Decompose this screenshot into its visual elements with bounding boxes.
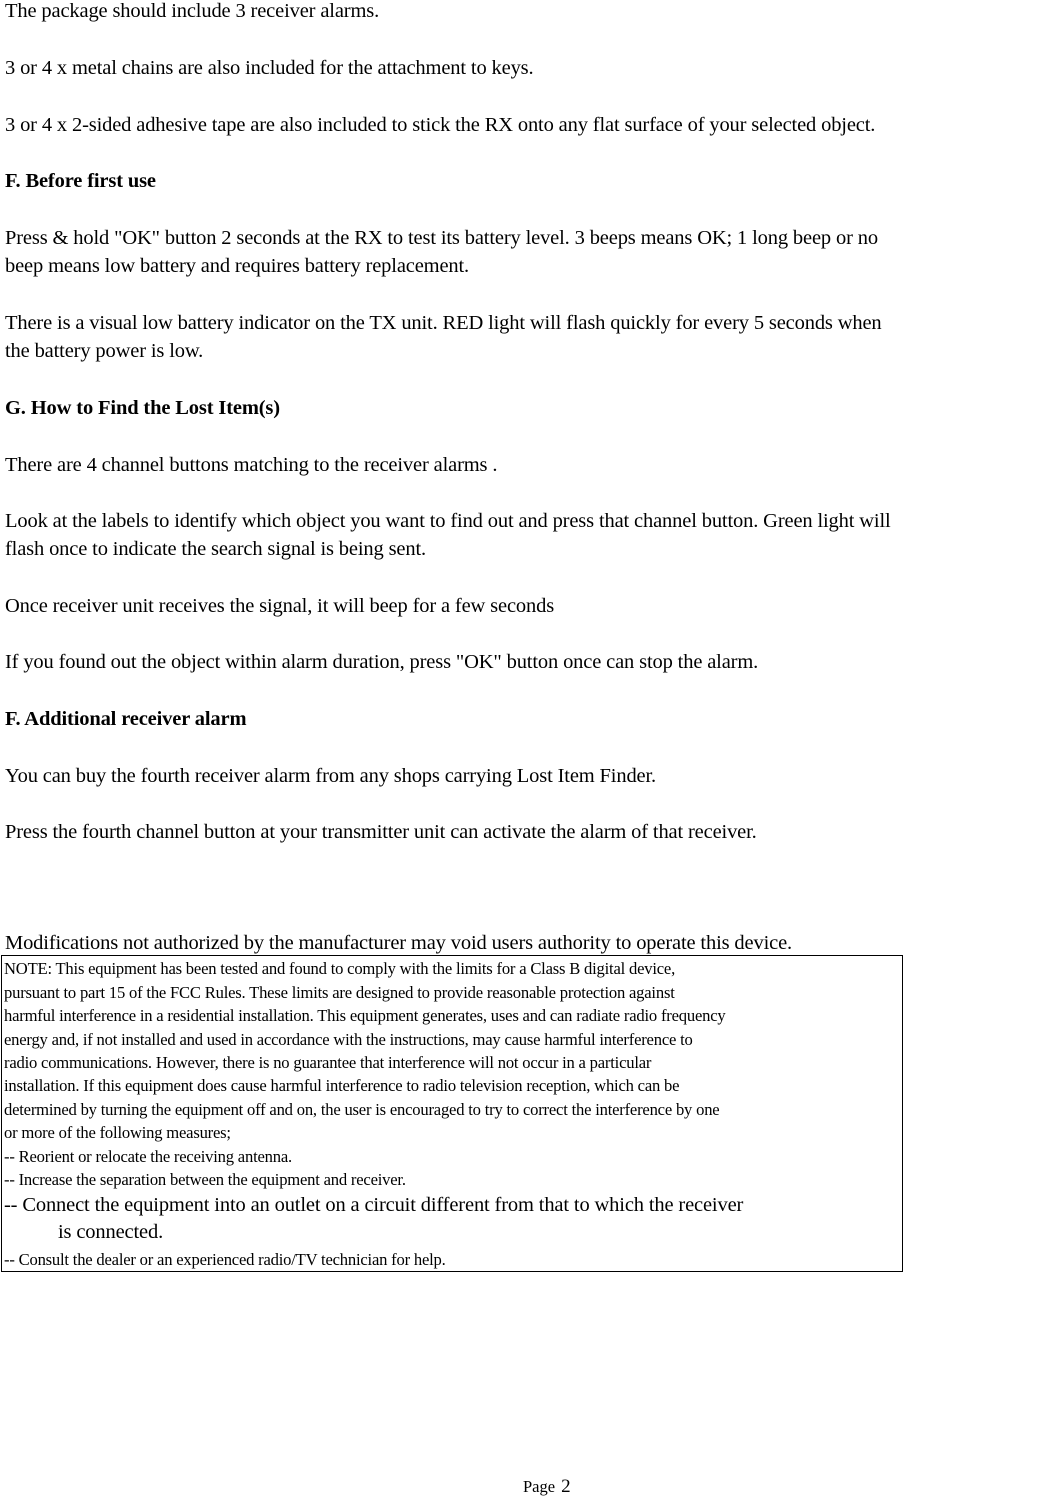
fcc-notice-line: determined by turning the equipment off and on, the user is encouraged to try to correct the interference by one [4,1100,720,1119]
labels-text-line-1: Look at the labels to identify which object you want to find out and press that channel button. Green light will [5,510,891,532]
fcc-notice-line: radio communications. However, there is no guarantee that interference will not occur in a particular [4,1053,652,1072]
metal-chains-text: 3 or 4 x metal chains are also included for the attachment to keys. [5,57,534,79]
page-footer [523,1476,571,1498]
page-number: 2 [561,1476,571,1497]
adhesive-tape-text: 3 or 4 x 2-sided adhesive tape are also included to stick the RX onto any flat surface of your selected object. [5,114,876,136]
buy-receiver-text: You can buy the fourth receiver alarm from any shops carrying Lost Item Finder. [5,765,657,787]
fcc-notice-line: -- Reorient or relocate the receiving antenna. [4,1147,292,1166]
fcc-notice-line: energy and, if not installed and used in accordance with the instructions, may cause harmful interference to [4,1030,693,1049]
package-contents-text: The package should include 3 receiver alarms. [5,0,380,22]
page-label: Page [523,1477,556,1496]
battery-test-text-line-1: Press & hold "OK" button 2 seconds at the RX to test its battery level. 3 beeps means OK; 1 long beep or no [5,227,878,249]
fcc-notice-line: -- Connect the equipment into an outlet on a circuit different from that to which the receiver [4,1194,744,1216]
battery-test-text-line-2: beep means low battery and requires battery replacement. [5,255,470,277]
fcc-notice-line: -- Consult the dealer or an experienced radio/TV technician for help. [4,1250,446,1269]
fcc-notice-line: installation. If this equipment does cause harmful interference to radio television reception, which can be [4,1076,680,1095]
modifications-warning: Modifications not authorized by the manufacturer may void users authority to operate this device. [5,932,792,954]
fcc-notice-box [1,955,903,1272]
fourth-channel-text: Press the fourth channel button at your transmitter unit can activate the alarm of that receiver. [5,821,757,843]
low-battery-indicator-line-1: There is a visual low battery indicator on the TX unit. RED light will flash quickly for every 5 seconds when [5,312,882,334]
low-battery-indicator-line-2: the battery power is low. [5,340,204,362]
labels-text-line-2: flash once to indicate the search signal is being sent. [5,538,426,560]
fcc-notice-line: is connected. [58,1221,164,1243]
stop-alarm-text: If you found out the object within alarm duration, press "OK" button once can stop the alarm. [5,651,759,673]
fcc-notice-line: -- Increase the separation between the equipment and receiver. [4,1170,406,1189]
heading-before-first-use: F. Before first use [5,170,156,192]
fcc-notice-line: NOTE: This equipment has been tested and found to comply with the limits for a Class B digital device, [4,959,676,978]
fcc-notice-line: pursuant to part 15 of the FCC Rules. These limits are designed to provide reasonable protection against [4,983,675,1002]
heading-additional-receiver: F. Additional receiver alarm [5,708,247,730]
fcc-notice-line: harmful interference in a residential installation. This equipment generates, uses and can radiate radio frequency [4,1006,726,1025]
channel-buttons-text: There are 4 channel buttons matching to the receiver alarms . [5,454,498,476]
heading-find-lost-items: G. How to Find the Lost Item(s) [5,397,280,419]
fcc-notice-line: or more of the following measures; [4,1123,231,1142]
receiver-beep-text: Once receiver unit receives the signal, it will beep for a few seconds [5,595,555,617]
